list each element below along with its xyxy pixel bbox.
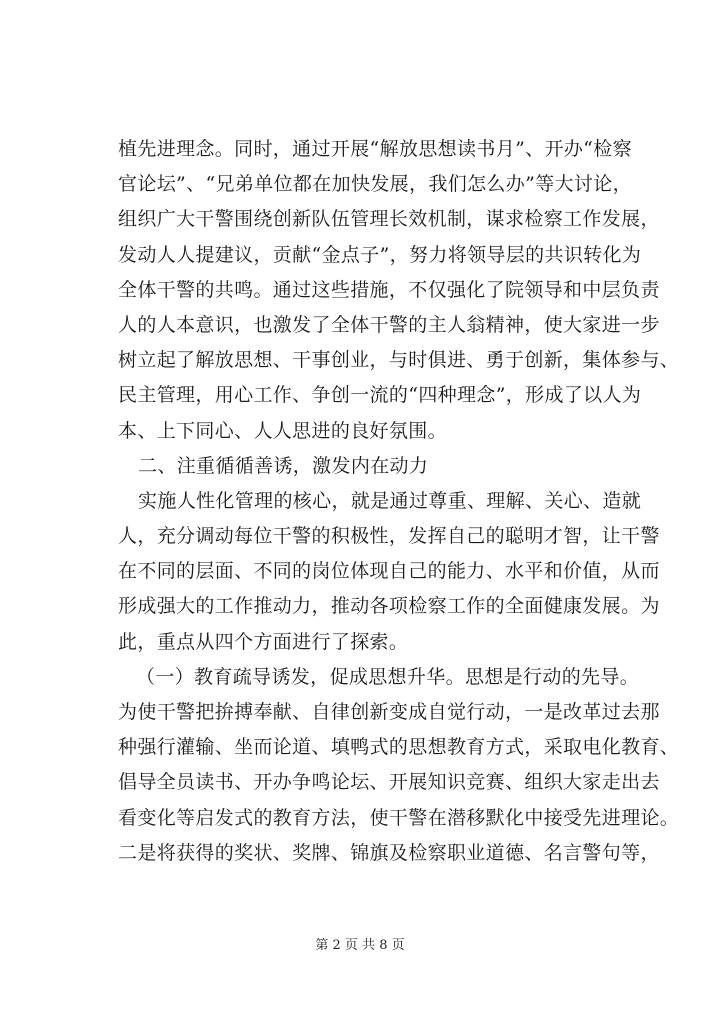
text-line: 组织广大干警围绕创新队伍管理长效机制，谋求检察工作发展，: [118, 208, 660, 231]
text-line: 本、上下同心、人人思进的良好氛围。: [118, 419, 447, 442]
text-line: 种强行灌输、坐而论道、填鸭式的思想教育方式，采取电化教育、: [118, 736, 680, 759]
text-line: 树立起了解放思想、干事创业，与时俱进、勇于创新，集体参与、: [118, 349, 680, 372]
text-line: 此，重点从四个方面进行了探索。: [118, 630, 409, 653]
text-line: 植先进理念。同时，通过开展“解放思想读书月”、开办“检察: [118, 138, 632, 160]
text-line: 为使干警把拚搏奉献、自律创新变成自觉行动，一是改革过去那: [118, 701, 660, 723]
text-line: 在不同的层面、不同的岗位体现自己的能力、水平和价值，从而: [118, 560, 660, 583]
text-line: 看变化等启发式的教育方法，使干警在潜移默化中接受先进理论。: [118, 806, 680, 829]
document-body: [118, 132, 680, 871]
text-line: 形成强大的工作推动力，推动各项检察工作的全面健康发展。为: [118, 595, 660, 618]
text-line: 人的人本意识，也激发了全体干警的主人翁精神，使大家进一步: [118, 313, 660, 336]
subsection-heading-line: （一）教育疏导诱发，促成思想升华。思想是行动的先导。: [136, 665, 640, 688]
page-number-footer: 第 2 页 共 8 页: [315, 938, 405, 953]
text-line: 民主管理，用心工作、争创一流的“四种理念”，形成了以人为: [118, 384, 642, 407]
text-line: 人，充分调动每位干警的积极性，发挥自己的聪明才智，让干警: [118, 525, 660, 548]
text-line: 官论坛”、“兄弟单位都在加快发展，我们怎么办”等大讨论，: [118, 173, 632, 196]
text-line: 实施人性化管理的核心，就是通过尊重、理解、关心、造就: [138, 489, 642, 512]
section-heading: 二、注重循循善诱，激发内在动力: [138, 454, 429, 477]
text-line: 二是将获得的奖状、奖牌、锦旗及检察职业道德、名言警句等，: [118, 841, 660, 864]
text-line: 倡导全员读书、开办争鸣论坛、开展知识竞赛、组织大家走出去: [118, 771, 660, 794]
text-line: 全体干警的共鸣。通过这些措施，不仅强化了院领导和中层负责: [118, 278, 660, 301]
text-line: 发动人人提建议，贡献“金点子”，努力将领导层的共识转化为: [118, 243, 642, 266]
